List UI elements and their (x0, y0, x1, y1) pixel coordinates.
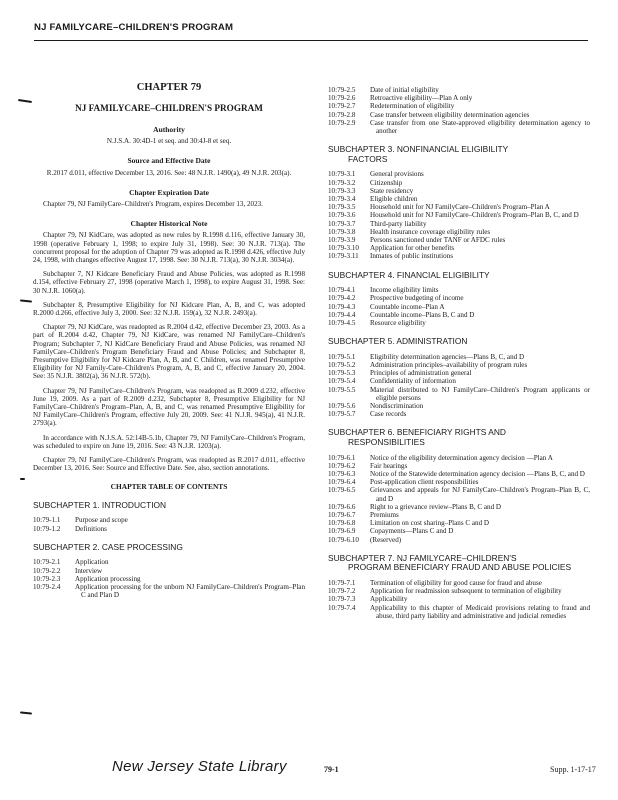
section-number: 10:79-4.3 (328, 302, 356, 311)
section-title: Citizenship (370, 178, 403, 187)
toc-entry (33, 583, 305, 599)
toc-entry (328, 536, 590, 544)
section-title: Household unit for NJ FamilyCare–Children's Program–Plan B, C, and D (370, 211, 579, 220)
section-number: 10:79-4.1 (328, 286, 356, 295)
section-number: 10:79-1.1 (33, 516, 61, 525)
toc-entry (328, 179, 590, 187)
section-title: Nondiscrimination (370, 402, 424, 411)
toc-list (33, 558, 305, 599)
toc-entry (328, 410, 590, 418)
margin-mark (20, 299, 32, 302)
library-watermark: New Jersey State Library (112, 758, 287, 775)
toc-entry (328, 402, 590, 410)
section-number: 10:79-2.1 (33, 558, 61, 567)
subchapter-title: SUBCHAPTER 3. NONFINANCIAL ELIGIBILITY (328, 144, 509, 155)
toc-entry (328, 377, 590, 385)
section-title: Applicability to this chapter of Medicaid provisions relating to fraud and abuse, third party liability and administrative and judicial remedies (370, 603, 590, 620)
section-number: 10:79-6.1 (328, 453, 356, 462)
section-number: 10:79-5.4 (328, 377, 356, 386)
toc-heading: CHAPTER TABLE OF CONTENTS (110, 481, 228, 491)
toc-entry (328, 579, 590, 587)
subchapter-heading: SUBCHAPTER 2. CASE PROCESSING (33, 541, 183, 552)
section-title: State residency (370, 186, 414, 195)
history-paragraph: Chapter 79, NJ KidCare, was adopted as new rules by R.1998 d.116, effective January 30, 1998 (operative February 1, 1998; to expire July 31, 1998). See: 30 N.J.R. 713(a). The concurrent proposal for the adoption of Chapter 79 was adopted as R.1998 d.426, effective July 24, 1998, with changes effective August 17, 1998. See: 30 N.J.R. 713(a), 30 N.J.R. 3034(a). (33, 231, 305, 265)
section-title: Case records (370, 410, 407, 419)
section-number: 10:79-4.4 (328, 310, 356, 319)
section-number: 10:79-3.3 (328, 186, 356, 195)
section-title: Notice of the Statewide determination agency decision —Plans B, C, and D (370, 470, 585, 479)
left-column (33, 82, 305, 609)
section-title: (Reserved) (370, 535, 402, 544)
toc-entry (328, 595, 590, 603)
toc-entry (328, 303, 590, 311)
section-title: Copayments—Plans C and D (370, 527, 454, 536)
section-title: Purpose and scope (75, 516, 128, 525)
section-title: Definitions (75, 524, 107, 533)
section-number: 10:79-5.5 (328, 385, 356, 394)
toc-entry (328, 511, 590, 519)
section-number: 10:79-6.6 (328, 502, 356, 511)
section-title: Application processing (75, 574, 141, 583)
authority-heading: Authority (153, 125, 185, 134)
toc-entry (328, 211, 590, 219)
section-title: General provisions (370, 170, 424, 179)
section-title: Application (75, 558, 109, 567)
toc-entry (328, 187, 590, 195)
section-number: 10:79-7.4 (328, 603, 356, 612)
subchapter-heading (328, 337, 590, 347)
section-title: Termination of eligibility for good cause for fraud and abuse (370, 579, 542, 588)
section-number: 10:79-2.7 (328, 102, 356, 111)
toc-entry (328, 170, 590, 178)
section-title: Retroactive eligibility—Plan A only (370, 94, 473, 103)
section-title: Eligible children (370, 195, 418, 204)
right-column (328, 86, 590, 630)
margin-mark (20, 478, 25, 480)
expiration-text: Chapter 79, NJ FamilyCare–Children's Program, expires December 13, 2023. (43, 200, 263, 209)
section-number: 10:79-5.6 (328, 402, 356, 411)
toc-entry (328, 203, 590, 211)
margin-mark (20, 711, 32, 714)
toc-list (328, 353, 590, 419)
history-paragraph: Subchapter 8, Presumptive Eligibility for NJ Kidcare Plan, A, B, and C, was adopted R.2000 d.266, effective July 3, 2000. See: 32 N.J.R. 159(a), 32 N.J.R. 2493(a). (33, 300, 305, 318)
section-number: 10:79-6.8 (328, 519, 356, 528)
toc-entry (328, 454, 590, 462)
toc-entry (33, 558, 305, 566)
section-number: 10:79-4.2 (328, 294, 356, 303)
section-number: 10:79-6.10 (328, 535, 359, 544)
toc-entry (328, 311, 590, 319)
subchapter-heading (328, 428, 590, 447)
toc-list (328, 286, 590, 327)
toc-entry (33, 575, 305, 583)
chapter-number: CHAPTER 79 (136, 82, 202, 93)
toc-list (328, 86, 590, 135)
source-text: R.2017 d.011, effective December 13, 2016. See: 48 N.J.R. 1490(a), 49 N.J.R. 203(a). (46, 168, 292, 177)
section-title: Inmates of public institutions (370, 252, 453, 261)
subchapter-heading (328, 145, 590, 164)
toc-entry (328, 220, 590, 228)
page-number: 79-1 (324, 765, 339, 774)
section-number: 10:79-2.8 (328, 110, 356, 119)
toc-list (328, 170, 590, 260)
running-head: NJ FAMILYCARE–CHILDREN'S PROGRAM (34, 22, 234, 33)
authority-text: N.J.S.A. 30:4D-1 et seq. and 30:4J-8 et seq. (106, 137, 232, 146)
section-number: 10:79-6.7 (328, 511, 356, 520)
toc-entry (33, 525, 305, 533)
section-title: Material distributed to NJ FamilyCare–Children's Program applicants or eligible persons (370, 385, 590, 402)
subchapter-title-cont: RESPONSIBILITIES (348, 437, 425, 448)
section-number: 10:79-6.2 (328, 461, 356, 470)
section-number: 10:79-3.1 (328, 170, 356, 179)
toc-entry (328, 470, 590, 478)
subchapter-title-cont: PROGRAM BENEFICIARY FRAUD AND ABUSE POLICIES (348, 562, 572, 573)
section-title: Persons sanctioned under TANF or AFDC rules (370, 236, 506, 245)
section-title: Application for other benefits (370, 244, 455, 253)
subchapter-title: SUBCHAPTER 7. NJ FAMILYCARE–CHILDREN'S (328, 552, 517, 563)
subchapter-title: SUBCHAPTER 4. FINANCIAL ELIGIBILITY (328, 269, 490, 280)
history-paragraph: Chapter 79, NJ KidCare, was readopted as R.2004 d.42, effective December 23, 2003. As a part of R.2004 d.42, Chapter 79, NJ KidCare, was renamed NJ FamilyCare–Children's Program; Subchapter 7, NJ KidCare Beneficiary Fraud and Abuse Policies, was renamed NJ FamilyCare–Children's Program Beneficiary Fraud and Abuse Policies; and Subchapter 8, Presumptive Eligibility for NJ Kidcare Plan, A, B, and C Children, was renamed Presumptive Eligibility for NJ Family-Care–Children's Program, A, B, and C, effective January 20, 2004. See: 35 N.J.R. 3802(a), 36 N.J.R. 572(b). (33, 323, 305, 381)
subchapter-heading (328, 554, 590, 573)
section-number: 10:79-6.9 (328, 527, 356, 536)
section-number: 10:79-3.2 (328, 178, 356, 187)
section-number: 10:79-2.5 (328, 86, 356, 94)
section-title: Confidentiality of information (370, 377, 456, 386)
section-title: Income eligibility limits (370, 286, 439, 295)
section-title: Application for readmission subsequent to termination of eligibility (370, 587, 562, 596)
toc-entry (328, 353, 590, 361)
toc-list (33, 516, 305, 532)
toc-entry (328, 111, 590, 119)
source-heading: Source and Effective Date (127, 156, 211, 166)
subchapter-heading (328, 271, 590, 281)
section-number: 10:79-4.5 (328, 319, 356, 328)
toc-entry (328, 252, 590, 260)
toc-entry (328, 361, 590, 369)
toc-entry (328, 286, 590, 294)
section-number: 10:79-3.6 (328, 211, 356, 220)
section-number: 10:79-5.1 (328, 352, 356, 361)
section-title: Fair hearings (370, 461, 408, 470)
history-paragraph: Chapter 79, NJ FamilyCare–Children's Program, was readopted as R.2009 d.232, effective June 19, 2009. As a part of R.2009 d.232, Subchapter 8, Presumptive Eligibility for NJ FamilyCare–Children's Program–Plan, A, B, and C, was renamed Presumptive Eligibility for NJ FamilyCare–Children's Program, effective July 20, 2009. See: 41 N.J.R. 945(a), 41 N.J.R. 2793(a). (33, 386, 305, 428)
section-title: Limitation on cost sharing–Plans C and D (370, 519, 490, 528)
toc-entry (328, 519, 590, 527)
section-number: 10:79-3.8 (328, 227, 356, 236)
supplement-date: Supp. 1-17-17 (550, 765, 596, 774)
chapter-name: NJ FAMILYCARE–CHILDREN'S PROGRAM (75, 103, 263, 113)
toc-entry (328, 236, 590, 244)
toc-entry (328, 486, 590, 502)
section-title: Countable income–Plans B, C and D (370, 310, 475, 319)
section-number: 10:79-2.3 (33, 574, 61, 583)
section-number: 10:79-7.1 (328, 579, 356, 588)
section-number: 10:79-6.4 (328, 478, 356, 487)
history-paragraph: Chapter 79, NJ FamilyCare–Children's Program, was readopted as R.2017 d.011, effective December 13, 2016. See: Source and Effective Date. See, also, section annotations. (33, 456, 305, 473)
section-title: Health insurance coverage eligibility rules (370, 227, 491, 236)
section-number: 10:79-3.10 (328, 244, 359, 253)
section-number: 10:79-7.3 (328, 595, 356, 604)
section-title: Application processing for the unborn NJ FamilyCare–Children's Program–Plan C and Plan D (75, 582, 305, 600)
toc-entry (33, 567, 305, 575)
section-title: Principles of administration general (370, 369, 472, 378)
history-paragraph: In accordance with N.J.S.A. 52:14B-5.1b, Chapter 79, NJ FamilyCare–Children's Program, was scheduled to expire on June 19, 2016. See: 43 N.J.R. 1203(a). (33, 433, 305, 450)
section-number: 10:79-6.5 (328, 486, 356, 495)
section-number: 10:79-5.7 (328, 410, 356, 419)
toc-entry (328, 527, 590, 535)
toc-entry (328, 119, 590, 135)
toc-entry (328, 386, 590, 402)
section-title: Countable income–Plan A (370, 302, 445, 311)
section-number: 10:79-5.3 (328, 369, 356, 378)
section-title: Right to a grievance review–Plans B, C and D (370, 502, 502, 511)
expiration-heading: Chapter Expiration Date (129, 187, 209, 197)
header-rule (34, 40, 588, 41)
toc-entry (328, 102, 590, 110)
toc-entry (328, 294, 590, 302)
section-title: Administration principles–availability of program rules (370, 361, 528, 370)
section-title: Redetermination of eligibility (370, 102, 455, 111)
section-number: 10:79-3.11 (328, 252, 359, 261)
toc-entry (328, 319, 590, 327)
section-number: 10:79-2.2 (33, 566, 61, 575)
section-number: 10:79-3.7 (328, 219, 356, 228)
section-title: Case transfer between eligibility determination agencies (370, 110, 530, 119)
toc-entry (33, 516, 305, 524)
section-title: Case transfer from one State-approved eligibility determination agency to another (370, 118, 590, 136)
toc-entry (328, 587, 590, 595)
subchapter-heading: SUBCHAPTER 1. INTRODUCTION (33, 499, 167, 510)
section-number: 10:79-6.3 (328, 470, 356, 479)
toc-list (328, 579, 590, 620)
section-title: Household unit for NJ FamilyCare–Children's Program–Plan A (370, 203, 550, 212)
section-number: 10:79-3.9 (328, 236, 356, 245)
section-title: Applicability (370, 595, 408, 604)
section-title: Notice of the eligibility determination agency decision —Plan A (370, 453, 553, 462)
toc-entry (328, 462, 590, 470)
section-number: 10:79-2.4 (33, 582, 61, 591)
history-paragraph: Subchapter 7, NJ Kidcare Beneficiary Fraud and Abuse Policies, was adopted as R.1998 d.154, effective February 27, 1998 (operative March 1, 1998), to expire August 31, 1998. See: 30 N.J.R. 1060(a). (33, 270, 305, 295)
toc-entry (328, 195, 590, 203)
section-number: 10:79-2.6 (328, 94, 356, 103)
section-number: 10:79-3.5 (328, 203, 356, 212)
subchapter-title: SUBCHAPTER 5. ADMINISTRATION (328, 336, 468, 347)
section-number: 10:79-5.2 (328, 361, 356, 370)
margin-mark (18, 99, 32, 103)
section-number: 10:79-7.2 (328, 587, 356, 596)
section-title: Interview (75, 566, 103, 575)
toc-entry (328, 244, 590, 252)
section-number: 10:79-3.4 (328, 195, 356, 204)
subchapter-title-cont: FACTORS (348, 153, 388, 164)
toc-list (328, 454, 590, 544)
subchapter-title: SUBCHAPTER 6. BENEFICIARY RIGHTS AND (328, 427, 506, 438)
section-number: 10:79-1.2 (33, 524, 61, 533)
toc-entry (328, 604, 590, 620)
section-title: Post-application client responsibilities (370, 478, 479, 487)
toc-entry (328, 478, 590, 486)
toc-entry (328, 369, 590, 377)
section-title: Premiums (370, 511, 399, 520)
toc-entry (328, 86, 590, 94)
section-title: Prospective budgeting of income (370, 294, 464, 303)
toc-entry (328, 94, 590, 102)
toc-entry (328, 503, 590, 511)
section-title: Third-party liability (370, 219, 427, 228)
section-title: Eligibility determination agencies—Plans B, C, and D (370, 352, 525, 361)
section-title: Resource eligibility (370, 319, 426, 328)
section-title: Date of initial eligibility (370, 86, 439, 94)
history-heading: Chapter Historical Note (130, 219, 208, 229)
section-title: Grievances and appeals for NJ FamilyCare–Children's Program–Plan B, C, and D (370, 486, 590, 503)
toc-entry (328, 228, 590, 236)
section-number: 10:79-2.9 (328, 118, 356, 127)
